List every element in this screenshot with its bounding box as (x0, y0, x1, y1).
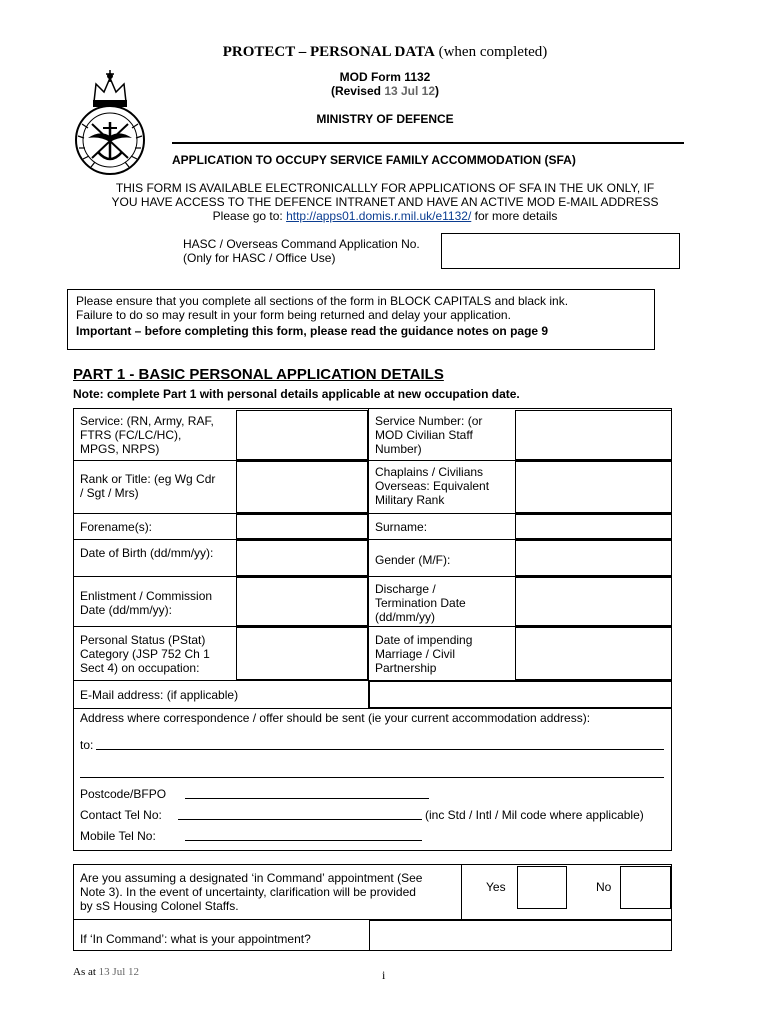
discharge-input[interactable] (515, 577, 672, 626)
revised-date: 13 Jul 12 (384, 84, 436, 98)
notice-line-2: YOU HAVE ACCESS TO THE DEFENCE INTRANET AND HAVE AN ACTIVE MOD E-MAIL ADDRESS (111, 195, 659, 209)
instructions-line-2: Failure to do so may result in your form being returned and delay your application. (76, 308, 511, 322)
footer-as-at-label: As at (73, 966, 96, 978)
enlistment-input[interactable] (236, 577, 368, 626)
electronic-notice (60, 181, 710, 223)
pstat-input[interactable] (236, 627, 368, 680)
mod-crest-icon (60, 66, 160, 178)
gender-label: Gender (M/F): (375, 553, 451, 567)
email-input[interactable] (369, 681, 672, 708)
part1-heading: PART 1 - BASIC PERSONAL APPLICATION DETAILS (73, 366, 444, 383)
postcode-line[interactable] (185, 798, 429, 799)
equivalent-rank-label: Chaplains / Civilians Overseas: Equivalent Military Rank (375, 465, 490, 507)
mobile-tel-line[interactable] (185, 840, 422, 841)
notice-go-suffix: for more details (471, 209, 558, 223)
instructions-important: Important – before completing this form, please read the guidance notes on page 9 (76, 324, 549, 338)
footer-date: 13 Jul 12 (98, 966, 140, 978)
to-label: to: (80, 738, 94, 752)
part1-note: Note: complete Part 1 with personal details applicable at new occupation date. (73, 387, 520, 401)
notice-go-line (60, 209, 710, 223)
form-number: MOD Form 1132 (339, 70, 431, 84)
page-number: i (382, 968, 386, 982)
header-rule (172, 142, 684, 144)
protect-rest: (when completed) (434, 44, 548, 60)
equivalent-rank-input[interactable] (515, 461, 672, 513)
forename-input[interactable] (236, 514, 368, 539)
surname-label: Surname: (375, 520, 428, 534)
hasc-label (183, 237, 420, 265)
revised-line: (Revised 13 Jul 12) (330, 84, 440, 98)
apps-link[interactable]: http://apps01.domis.r.mil.uk/e1132/ (286, 209, 472, 223)
service-label: Service: (RN, Army, RAF, FTRS (FC/LC/HC), MPGS, NRPS) (80, 414, 214, 456)
yes-checkbox[interactable] (517, 866, 567, 909)
dob-label: Date of Birth (dd/mm/yy): (80, 546, 214, 560)
instructions-line-1: Please ensure that you complete all sections of the form in BLOCK CAPITALS and black ink. (76, 294, 569, 308)
email-label: E-Mail address: (if applicable) (80, 688, 239, 702)
service-number-label: Service Number: (or MOD Civilian Staff Number) (375, 414, 483, 456)
pstat-label: Personal Status (PStat) Category (JSP 752 Ch 1 Sect 4) on occupation: (80, 633, 210, 675)
notice-go-prefix: Please go to: (212, 209, 287, 223)
contact-tel-label: Contact Tel No: (80, 808, 162, 822)
address-line-1[interactable] (96, 749, 664, 750)
form-title: APPLICATION TO OCCUPY SERVICE FAMILY ACCOMMODATION (SFA) (172, 153, 576, 167)
hasc-line-2: (Only for HASC / Office Use) (183, 251, 336, 265)
marriage-date-input[interactable] (515, 627, 672, 680)
postcode-label: Postcode/BFPO (80, 787, 167, 801)
address-line-2[interactable] (80, 777, 664, 778)
appointment-label: If ‘In Command’: what is your appointment? (80, 932, 311, 946)
contact-tel-line[interactable] (178, 819, 422, 820)
service-input[interactable] (236, 410, 368, 460)
service-number-input[interactable] (515, 410, 672, 460)
revised-label: Revised (334, 84, 381, 98)
column-divider (461, 864, 462, 919)
ministry-title: MINISTRY OF DEFENCE (316, 112, 454, 126)
hasc-application-input[interactable] (441, 233, 680, 269)
footer-as-at (73, 966, 139, 978)
forename-label: Forename(s): (80, 520, 153, 534)
protect-bold: PROTECT – PERSONAL DATA (222, 44, 435, 60)
mobile-tel-label: Mobile Tel No: (80, 829, 156, 843)
hasc-line-1: HASC / Overseas Command Application No. (183, 237, 420, 251)
address-label: Address where correspondence / offer should be sent (ie your current accommodation address): (80, 711, 591, 725)
gender-input[interactable] (515, 540, 672, 576)
yes-label: Yes (486, 880, 506, 894)
appointment-input[interactable] (369, 920, 672, 951)
no-checkbox[interactable] (620, 866, 671, 909)
row-divider (73, 708, 672, 709)
no-label: No (596, 880, 612, 894)
instructions-box (67, 289, 655, 350)
contact-tel-note: (inc Std / Intl / Mil code where applicable) (425, 808, 644, 822)
notice-line-1: THIS FORM IS AVAILABLE ELECTRONICALLLY FOR APPLICATIONS OF SFA IN THE UK ONLY, IF (115, 181, 655, 195)
command-question: Are you assuming a designated ‘in Command’ appointment (See Note 3). In the event of uncertainty, clarification will be provided by sS Housing Colonel Staffs. (80, 871, 423, 913)
rank-label: Rank or Title: (eg Wg Cdr / Sgt / Mrs) (80, 472, 216, 500)
discharge-label: Discharge / Termination Date (dd/mm/yy) (375, 582, 466, 624)
enlistment-label: Enlistment / Commission Date (dd/mm/yy): (80, 589, 213, 617)
dob-input[interactable] (236, 540, 368, 576)
marriage-date-label: Date of impending Marriage / Civil Partnership (375, 633, 473, 675)
rank-input[interactable] (236, 461, 368, 513)
protect-marking (170, 44, 600, 61)
surname-input[interactable] (515, 514, 672, 539)
